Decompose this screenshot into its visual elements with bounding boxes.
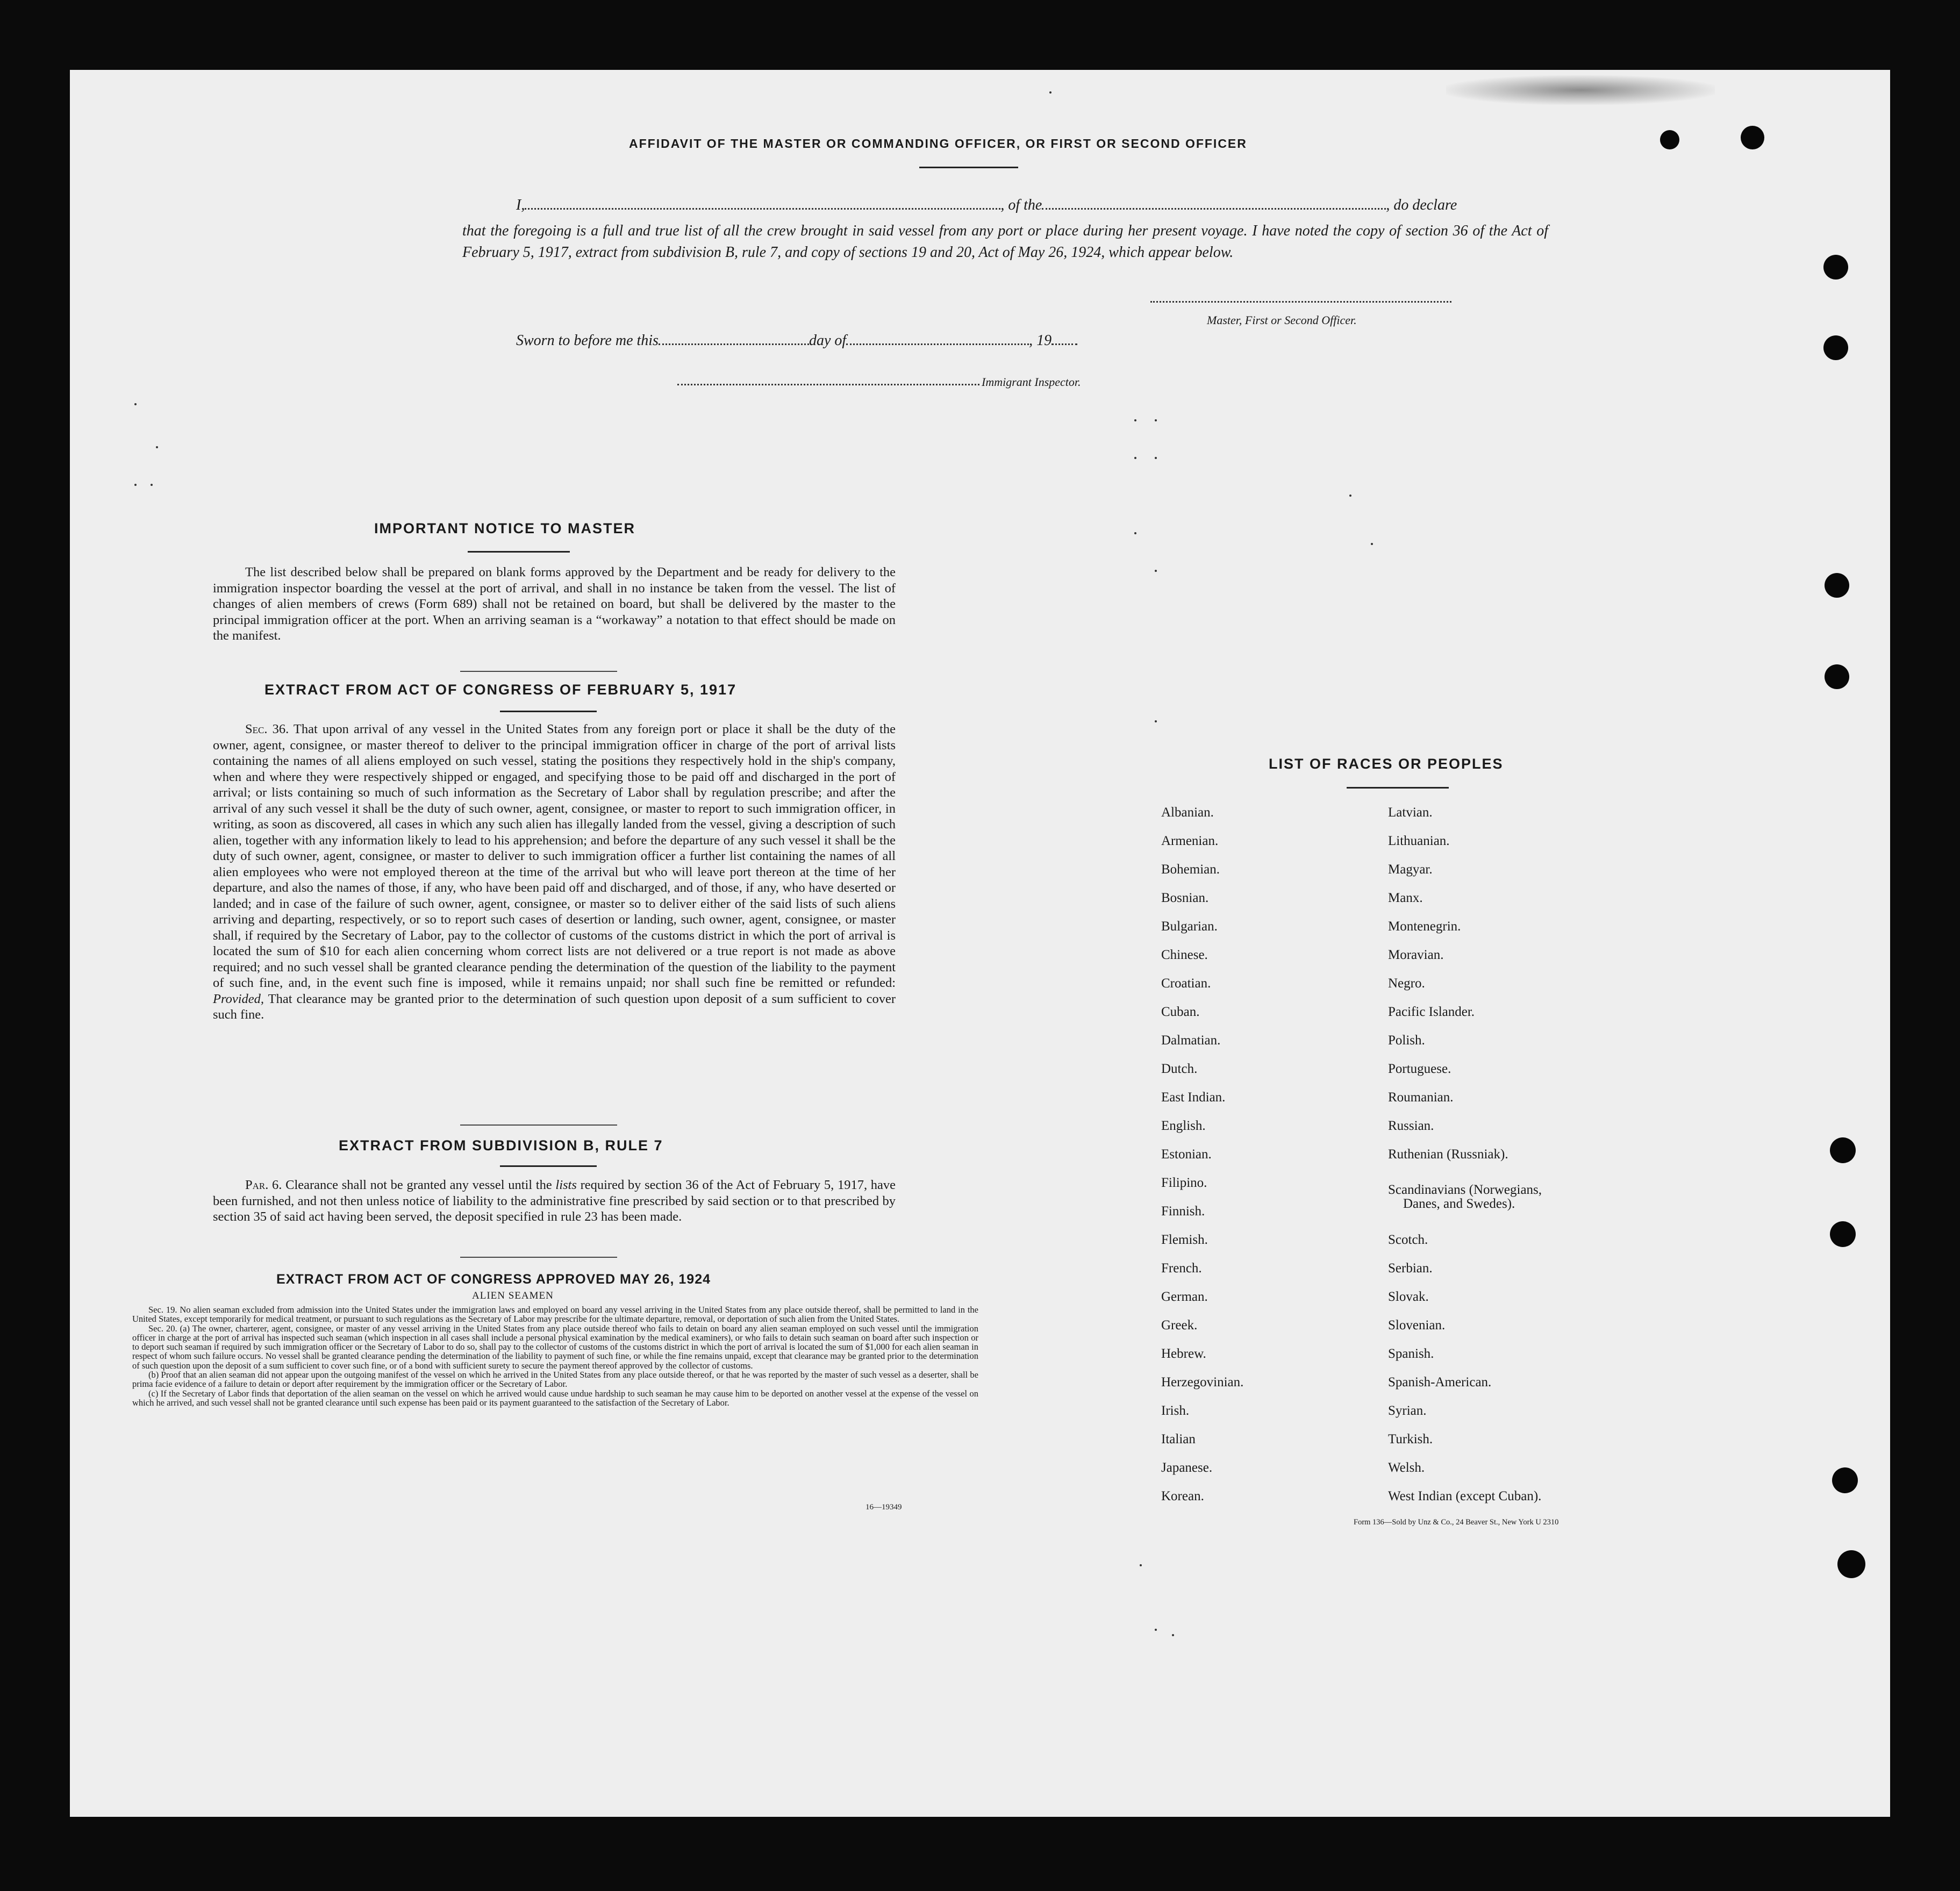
punch-hole [1825,573,1849,598]
name-blank[interactable] [525,208,1000,210]
sec-20a-text: Sec. 20. (a) The owner, charterer, agent, consignee, or master of any vessel arriving in the United States from any place outside thereof who fails to detain on board any alien seaman employed on such vessel until the immigration officer in charge at the port of arrival has inspected such seaman (which inspection in all cases shall include a personal physical examination by the medical examiners), or who fails to detain such seaman on board after such inspection or to deport such seaman if required by such immigration officer or the Secretary of Labor to do so, shall pay to the collector of customs of the customs district in which the port of arrival is located the sum of $1,000 for each alien seaman in respect of whom such failure occurs. No vessel shall be granted clearance pending the determination of the liability to payment of such fine, or while the fine remains unpaid, except that clearance may be granted prior to the determination of such question upon the deposit of a sum sufficient to cover such fine, or of a bond with sufficient surety to secure the payment thereof approved by the collector of customs. [132,1323,978,1371]
extract-1917-text [213,721,896,1023]
extract-1924-subtitle: ALIEN SEAMEN [472,1290,554,1301]
month-blank[interactable] [846,343,1029,345]
race-item: Flemish. [1161,1233,1208,1247]
race-item: East Indian. [1161,1090,1226,1105]
scan-smudge [1446,75,1715,105]
punch-hole [1660,130,1679,149]
extract-rule7-end-rule [460,1257,617,1258]
race-item: Welsh. [1388,1460,1425,1475]
day-blank[interactable] [659,343,809,345]
vessel-blank[interactable] [1042,208,1386,210]
notice-title: IMPORTANT NOTICE TO MASTER [374,520,635,536]
races-title: LIST OF RACES OR PEOPLES [1269,756,1504,772]
race-item: Ruthenian (Russniak). [1388,1147,1508,1162]
affidavit-body: that the foregoing is a full and true list of all the crew brought in said vessel from any port or place during her present voyage. I have noted the copy of section 36 of the Act of February 5, 1917, extract from subdivision B, rule 7, and copy of sections 19 and 20, Act of May 26, 1924, which appear below. [462,223,1548,261]
punch-hole [1830,1137,1856,1163]
race-item: Moravian. [1388,948,1444,962]
form-code: 16—19349 [865,1503,902,1512]
notice-text: The list described below shall be prepared on blank forms approved by the Department and be ready for delivery to the immigration inspector boarding the vessel at the port of arrival, and shall in no instance be taken from the vessel. The list of changes of alien members of crews (Form 689) shall not be retained on board, but shall be delivered by the master to the principal immigration officer at the port. When an arriving seaman is a “workaway” a notation to that effect should be made on the manifest. [213,565,896,643]
master-label: Master, First or Second Officer. [1207,313,1357,327]
race-item: Latvian. [1388,805,1433,820]
race-item: Pacific Islander. [1388,1005,1475,1019]
extract-rule7-title-rule [500,1165,597,1167]
race-item: Lithuanian. [1388,834,1450,848]
race-item: Portuguese. [1388,1062,1451,1076]
day-of-text: day of [809,332,847,349]
race-item: Roumanian. [1388,1090,1454,1105]
race-item: Cuban. [1161,1005,1200,1019]
scan-mark [1155,457,1157,459]
races-title-rule [1347,787,1449,789]
race-item: Filipino. [1161,1176,1207,1190]
par-6-text-b: required by section 36 of the Act of February 5, 1917, have been furnished, and not then unless notice of liability to the administrative fine prescribed by said section or to that prescribed by section 35 of said act having been served, the deposit specified in rule 23 has been made. [213,1178,896,1224]
affidavit-title-rule [919,167,1018,168]
affidavit-line-1 [516,197,1548,214]
race-item: English. [1161,1119,1206,1133]
punch-hole [1741,126,1764,149]
race-item: Albanian. [1161,805,1214,820]
race-item: Bosnian. [1161,891,1209,905]
par-6-label: Par. 6. [245,1178,282,1192]
race-item: German. [1161,1290,1208,1304]
race-item: Irish. [1161,1403,1190,1418]
extract-1917-title: EXTRACT FROM ACT OF CONGRESS OF FEBRUARY 5, 1917 [264,682,737,698]
extract-1917-end-rule [460,1124,617,1126]
race-item: West Indian (except Cuban). [1388,1489,1542,1503]
punch-hole [1837,1550,1865,1578]
race-item: French. [1161,1261,1202,1276]
sec-36-text-b: That clearance may be granted prior to the determination of such question upon deposit of a sum sufficient to cover such fine. [213,991,896,1022]
race-item: Dutch. [1161,1062,1198,1076]
race-item: Bohemian. [1161,862,1220,877]
race-item: Bulgarian. [1161,919,1218,934]
scan-mark [1349,495,1351,497]
race-item: Hebrew. [1161,1346,1206,1361]
sec-20c-text: (c) If the Secretary of Labor finds that deportation of the alien seaman on the vessel on which he arrived would cause undue hardship to such seaman he may cause him to be deported on another vessel at the expense of the vessel on which he arrived, and such vessel shall not be granted clearance until such expense has been paid or its payment guaranteed to the satisfaction of the Secretary of Labor. [132,1388,978,1408]
punch-hole [1823,335,1848,360]
race-item: Syrian. [1388,1403,1427,1418]
race-item: Turkish. [1388,1432,1433,1446]
extract-rule7-title: EXTRACT FROM SUBDIVISION B, RULE 7 [339,1137,663,1154]
inspector-label: Immigrant Inspector. [982,375,1081,389]
sec-36-label: Sec. 36. [245,722,289,736]
scan-mark [1140,1564,1142,1566]
form-136-note: Form 136—Sold by Unz & Co., 24 Beaver St., New York U 2310 [1354,1518,1559,1527]
inspector-signature-blank[interactable] [677,384,979,385]
race-item: Dalmatian. [1161,1033,1221,1048]
scan-mark [1172,1634,1174,1636]
race-item: Polish. [1388,1033,1425,1048]
race-item: Japanese. [1161,1460,1213,1475]
race-item: Spanish. [1388,1346,1434,1361]
year-text: , 19 [1029,332,1052,349]
scan-mark [151,484,153,486]
provided-word: Provided, [213,991,264,1006]
scan-mark [1371,543,1373,545]
race-item: Herzegovinian. [1161,1375,1244,1389]
scan-mark [1155,720,1157,722]
race-item: Armenian. [1161,834,1219,848]
punch-hole [1823,255,1848,280]
race-item: Magyar. [1388,862,1433,877]
race-item: Greek. [1161,1318,1198,1333]
race-item: Slovak. [1388,1290,1429,1304]
race-item: Montenegrin. [1388,919,1461,934]
punch-hole [1832,1467,1858,1493]
scan-mark [1134,419,1136,421]
race-item: Scotch. [1388,1233,1428,1247]
scan-mark [156,446,158,448]
extract-1917-title-rule [500,711,597,712]
race-item: Chinese. [1161,948,1208,962]
sec-20b-text: (b) Proof that an alien seaman did not appear upon the outgoing manifest of the vessel on which he arrived in the United States from any place outside thereof, or that he was reported by the master of such vessel as a deserter, shall be prima facie evidence of a failure to detain or deport after requirement by the immigration officer or the Secretary of Labor. [132,1370,978,1389]
race-item: Russian. [1388,1119,1434,1133]
scan-mark [1134,532,1136,534]
lists-word: lists [555,1178,577,1192]
affidavit-of-the: , of the [1000,197,1042,213]
race-item: Scandinavians (Norwegians, [1388,1183,1542,1197]
scan-mark [1155,1629,1157,1631]
extract-1924-text [132,1305,978,1407]
scan-mark [1155,570,1157,572]
race-item: Negro. [1388,976,1425,991]
race-item: Finnish. [1161,1204,1205,1219]
race-item: Estonian. [1161,1147,1212,1162]
affidavit-i: I, [516,197,525,213]
punch-hole [1830,1221,1856,1247]
document-sheet [70,70,1890,1817]
scan-mark [1155,419,1157,421]
scan-mark [1049,91,1051,94]
affidavit-declare: , do declare [1386,197,1457,213]
race-item: Danes, and Swedes). [1403,1197,1515,1211]
extract-1924-title: EXTRACT FROM ACT OF CONGRESS APPROVED MAY 26, 1924 [276,1272,711,1287]
extract-rule7-text [213,1177,896,1225]
master-signature-blank[interactable] [1150,301,1451,303]
race-item: Serbian. [1388,1261,1433,1276]
race-item: Korean. [1161,1489,1204,1503]
scan-mark [134,403,137,405]
notice-title-rule [468,551,570,553]
sec-19-text: Sec. 19. No alien seaman excluded from admission into the United States under the immigration laws and employed on board any vessel arriving in the United States from any place outside thereof, shall be permitted to land in the United States, except temporarily for medical treatment, or pursuant to such regulations as the Secretary of Labor may prescribe for the ultimate departure, removal, or deportation of such alien from the United States. [132,1305,978,1324]
race-item: Manx. [1388,891,1423,905]
par-6-text-a: Clearance shall not be granted any vessel until the [285,1178,552,1192]
sworn-text: Sworn to before me this [516,332,659,349]
punch-hole [1825,664,1849,689]
scan-mark [1134,457,1136,459]
race-item: Italian [1161,1432,1196,1446]
race-item: Croatian. [1161,976,1211,991]
sworn-line [516,332,1077,349]
scan-mark [134,484,137,486]
affidavit-title: AFFIDAVIT OF THE MASTER OR COMMANDING OFFICER, OR FIRST OR SECOND OFFICER [629,137,1247,151]
sec-36-text-a: That upon arrival of any vessel in the United States from any foreign port or place it shall be the duty of the owner, agent, consignee, or master thereof to deliver to the principal immigration officer in charge of the port of arrival lists containing the names of all aliens employed on such vessel, stating the positions they respectively hold in the ship's company, when and where they were respectively shipped or engaged, and specifying those to be paid off and discharged in the port of arrival; or lists containing so much of such information as the Secretary of Labor shall by regulation prescribe; and after the arrival of any such vessel it shall be the duty of such owner, agent, consignee, or master to report to such immigration officer, in writing, as soon as discovered, all cases in which any such alien has illegally landed from the vessel, giving a description of such alien, together with any information likely to lead to his apprehension; and before the departure of any such vessel it shall be the duty of such owner, agent, consignee, or master to deliver to such immigration officer a further list containing the names of all alien employees who were not employed thereon at the time of the arrival but who will leave port thereon at the time of her departure, and also the names of those, if any, who have been paid off and discharged, and of those, if any, who have deserted or landed; and in case of the failure of such owner, agent, consignee, or master so to deliver either of the said lists of such aliens arriving and departing, respectively, or so to report such cases of desertion or landing, such owner, agent, consignee, or master shall, if required by the Secretary of Labor, pay to the collector of customs of the customs district in which the port of arrival is located the sum of $10 for each alien concerning whom correct lists are not delivered or a true report is not made as above required; and no such vessel shall be granted clearance pending the determination of the question of the liability to the payment of such fine, and, in the event such fine is imposed, while it remains unpaid; nor shall such fine be remitted or refunded: [213,722,896,990]
race-item: Spanish-American. [1388,1375,1492,1389]
notice-end-rule [460,671,617,672]
year-blank[interactable] [1051,343,1077,345]
race-item: Slovenian. [1388,1318,1446,1333]
